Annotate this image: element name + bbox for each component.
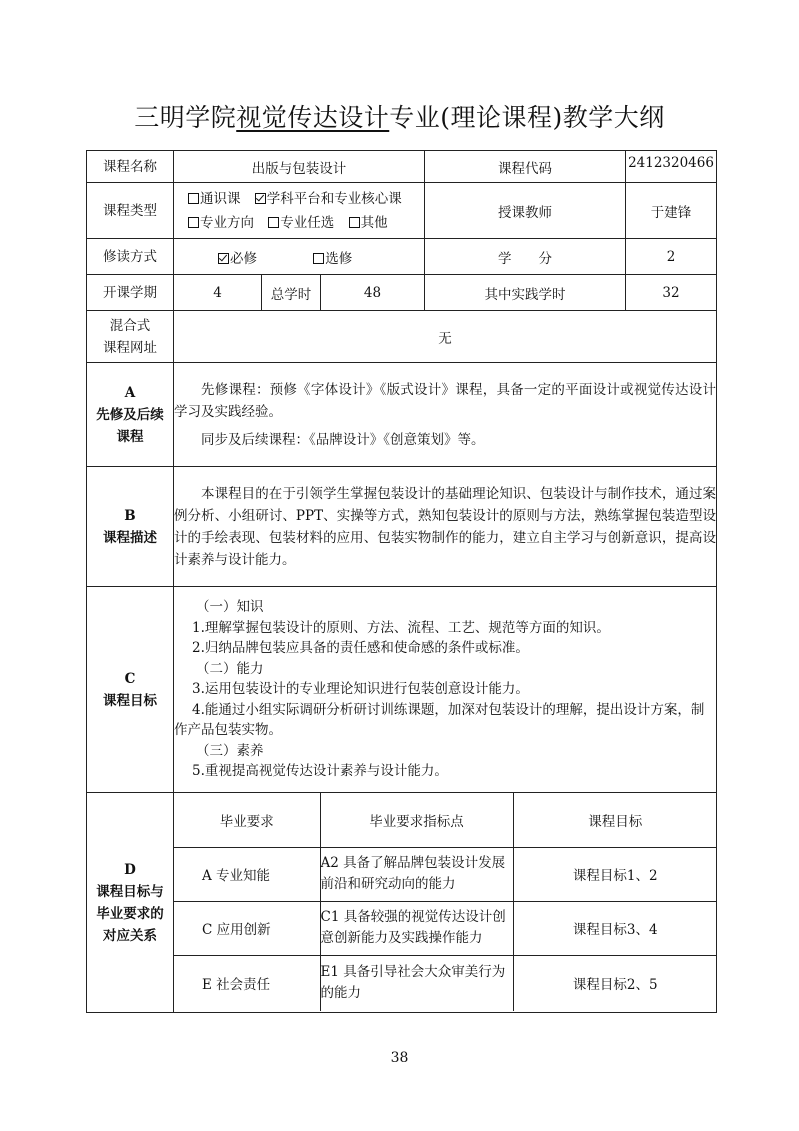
section-b-content xyxy=(174,467,717,587)
objective-heading-ability: （二）能力 xyxy=(196,660,264,677)
semester-value: 4 xyxy=(174,275,262,311)
teacher-value: 于建锋 xyxy=(626,183,717,239)
row-course-url xyxy=(87,311,717,363)
header-objective: 课程目标 xyxy=(513,793,717,847)
section-a-content xyxy=(174,363,717,467)
section-b-label xyxy=(87,467,174,587)
checkbox-optional[interactable] xyxy=(313,253,324,264)
semester-label: 开课学期 xyxy=(87,275,174,311)
course-code-label: 课程代码 xyxy=(425,151,626,183)
practice-hours-label: 其中实践学时 xyxy=(425,275,626,311)
course-url-value: 无 xyxy=(174,311,717,363)
required-label: 必修 xyxy=(230,250,257,267)
objective-item-1: 1.理解掌握包装设计的原则、方法、流程、工艺、规范等方面的知识。 xyxy=(192,619,610,636)
optional-label: 选修 xyxy=(325,250,353,267)
mapping-table xyxy=(174,793,717,1011)
total-hours-label: 总学时 xyxy=(262,275,321,311)
section-c-letter: C xyxy=(124,670,136,687)
course-description-text: 本课程目的在于引领学生掌握包装设计的基础理论知识、包装设计与制作技术，通过案例分析、小组研讨、PPT、实操等方式，熟知包装设计的原则与方法，熟练掌握包装造型设计的手绘表现、包装材料的应用、包装实物制作的能力，建立自主学习与创新意识，提高设计素养与设计能力。 xyxy=(174,485,717,568)
section-c-label-text: 课程目标 xyxy=(103,692,157,709)
row1-requirement: A 专业知能 xyxy=(174,847,320,901)
practice-hours-value: 32 xyxy=(626,275,717,311)
option-core-label: 学科平台和专业核心课 xyxy=(266,190,402,207)
row3-requirement: E 社会责任 xyxy=(174,955,320,1011)
title-school: 三明学院 xyxy=(134,103,237,132)
course-name-value: 出版与包装设计 xyxy=(174,151,425,183)
option-general-label: 通识课 xyxy=(200,190,241,207)
syllabus-table xyxy=(86,150,717,1013)
option-direction-label: 专业方向 xyxy=(200,214,254,231)
section-b-letter: B xyxy=(124,507,136,524)
teacher-label: 授课教师 xyxy=(425,183,626,239)
section-d-label-line3: 对应关系 xyxy=(103,927,157,944)
row2-requirement: C 应用创新 xyxy=(174,901,320,955)
checkbox-general[interactable] xyxy=(188,193,199,204)
credit-label: 学 分 xyxy=(425,239,626,275)
row2-objective: 课程目标3、4 xyxy=(513,901,717,955)
header-indicator: 毕业要求指标点 xyxy=(320,793,513,847)
page-title xyxy=(0,98,799,134)
row3-objective: 课程目标2、5 xyxy=(513,955,717,1011)
section-d-label-line2: 毕业要求的 xyxy=(96,905,164,922)
total-hours-value: 48 xyxy=(321,275,425,311)
objective-item-5: 5.重视提高视觉传达设计素养与设计能力。 xyxy=(192,763,448,780)
section-c-label xyxy=(87,587,174,793)
checkbox-direction[interactable] xyxy=(188,217,199,228)
title-major: 视觉传达设计 xyxy=(236,103,390,132)
option-elective-label: 专业任选 xyxy=(280,214,335,231)
course-url-label xyxy=(87,311,174,363)
section-a-letter: A xyxy=(124,384,136,401)
section-d-label-line1: 课程目标与 xyxy=(96,883,164,900)
objective-item-3: 3.运用包装设计的专业理论知识进行包装创意设计能力。 xyxy=(192,681,529,698)
course-name-label: 课程名称 xyxy=(87,151,174,183)
row-section-c xyxy=(87,587,717,793)
page-number: 38 xyxy=(390,1050,409,1066)
study-mode-options xyxy=(174,239,425,275)
row-semester xyxy=(87,275,717,311)
prerequisite-text: 先修课程：预修《字体设计》《版式设计》课程，具备一定的平面设计或视觉传达设计学习及实践经验。 xyxy=(174,381,717,420)
course-type-label: 课程类型 xyxy=(87,183,174,239)
option-other-label: 其他 xyxy=(360,214,388,231)
course-code-value: 2412320466 xyxy=(626,151,717,183)
table-row xyxy=(174,955,717,1011)
checkbox-required-checked[interactable] xyxy=(218,253,229,264)
checkbox-other[interactable] xyxy=(349,217,360,228)
table-row xyxy=(174,847,717,901)
row-study-mode xyxy=(87,239,717,275)
row-section-b xyxy=(87,467,717,587)
objective-item-2: 2.归纳品牌包装应具备的责任感和使命感的条件或标准。 xyxy=(192,640,529,657)
row1-indicator: A2 具备了解品牌包装设计发展前沿和研究动向的能力 xyxy=(320,847,513,901)
course-url-label-line1: 混合式 xyxy=(109,317,151,334)
followup-text: 同步及后续课程：《品牌设计》《创意策划》等。 xyxy=(201,431,485,448)
row-section-d xyxy=(87,793,717,1013)
section-b-label-text: 课程描述 xyxy=(103,529,157,546)
table-row xyxy=(174,901,717,955)
row1-objective: 课程目标1、2 xyxy=(513,847,717,901)
title-suffix: 专业(理论课程)教学大纲 xyxy=(389,103,665,132)
section-a-label-line2: 课程 xyxy=(116,428,144,445)
section-d-content xyxy=(174,793,717,1013)
row2-indicator: C1 具备较强的视觉传达设计创意创新能力及实践操作能力 xyxy=(320,901,513,955)
study-mode-label: 修读方式 xyxy=(87,239,174,275)
objective-heading-literacy: （三）素养 xyxy=(196,742,264,759)
objective-item-4: 4.能通过小组实际调研分析研讨训练课题，加深对包装设计的理解，提出设计方案，制作产品包装实物。 xyxy=(174,701,705,739)
row-section-a xyxy=(87,363,717,467)
section-a-label-line1: 先修及后续 xyxy=(96,406,164,423)
course-url-label-line2: 课程网址 xyxy=(103,339,157,356)
row3-indicator: E1 具备引导社会大众审美行为的能力 xyxy=(320,955,513,1011)
mapping-header-row xyxy=(174,793,717,847)
course-type-options xyxy=(174,183,425,239)
row-course-name xyxy=(87,151,717,183)
section-a-label xyxy=(87,363,174,467)
header-requirement: 毕业要求 xyxy=(174,793,320,847)
section-c-content xyxy=(174,587,717,793)
objective-heading-knowledge: （一）知识 xyxy=(196,599,264,616)
checkbox-core-checked[interactable] xyxy=(255,193,266,204)
row-course-type xyxy=(87,183,717,239)
section-d-letter: D xyxy=(124,861,136,878)
checkbox-elective[interactable] xyxy=(268,217,279,228)
section-d-label xyxy=(87,793,174,1013)
credit-value: 2 xyxy=(626,239,717,275)
